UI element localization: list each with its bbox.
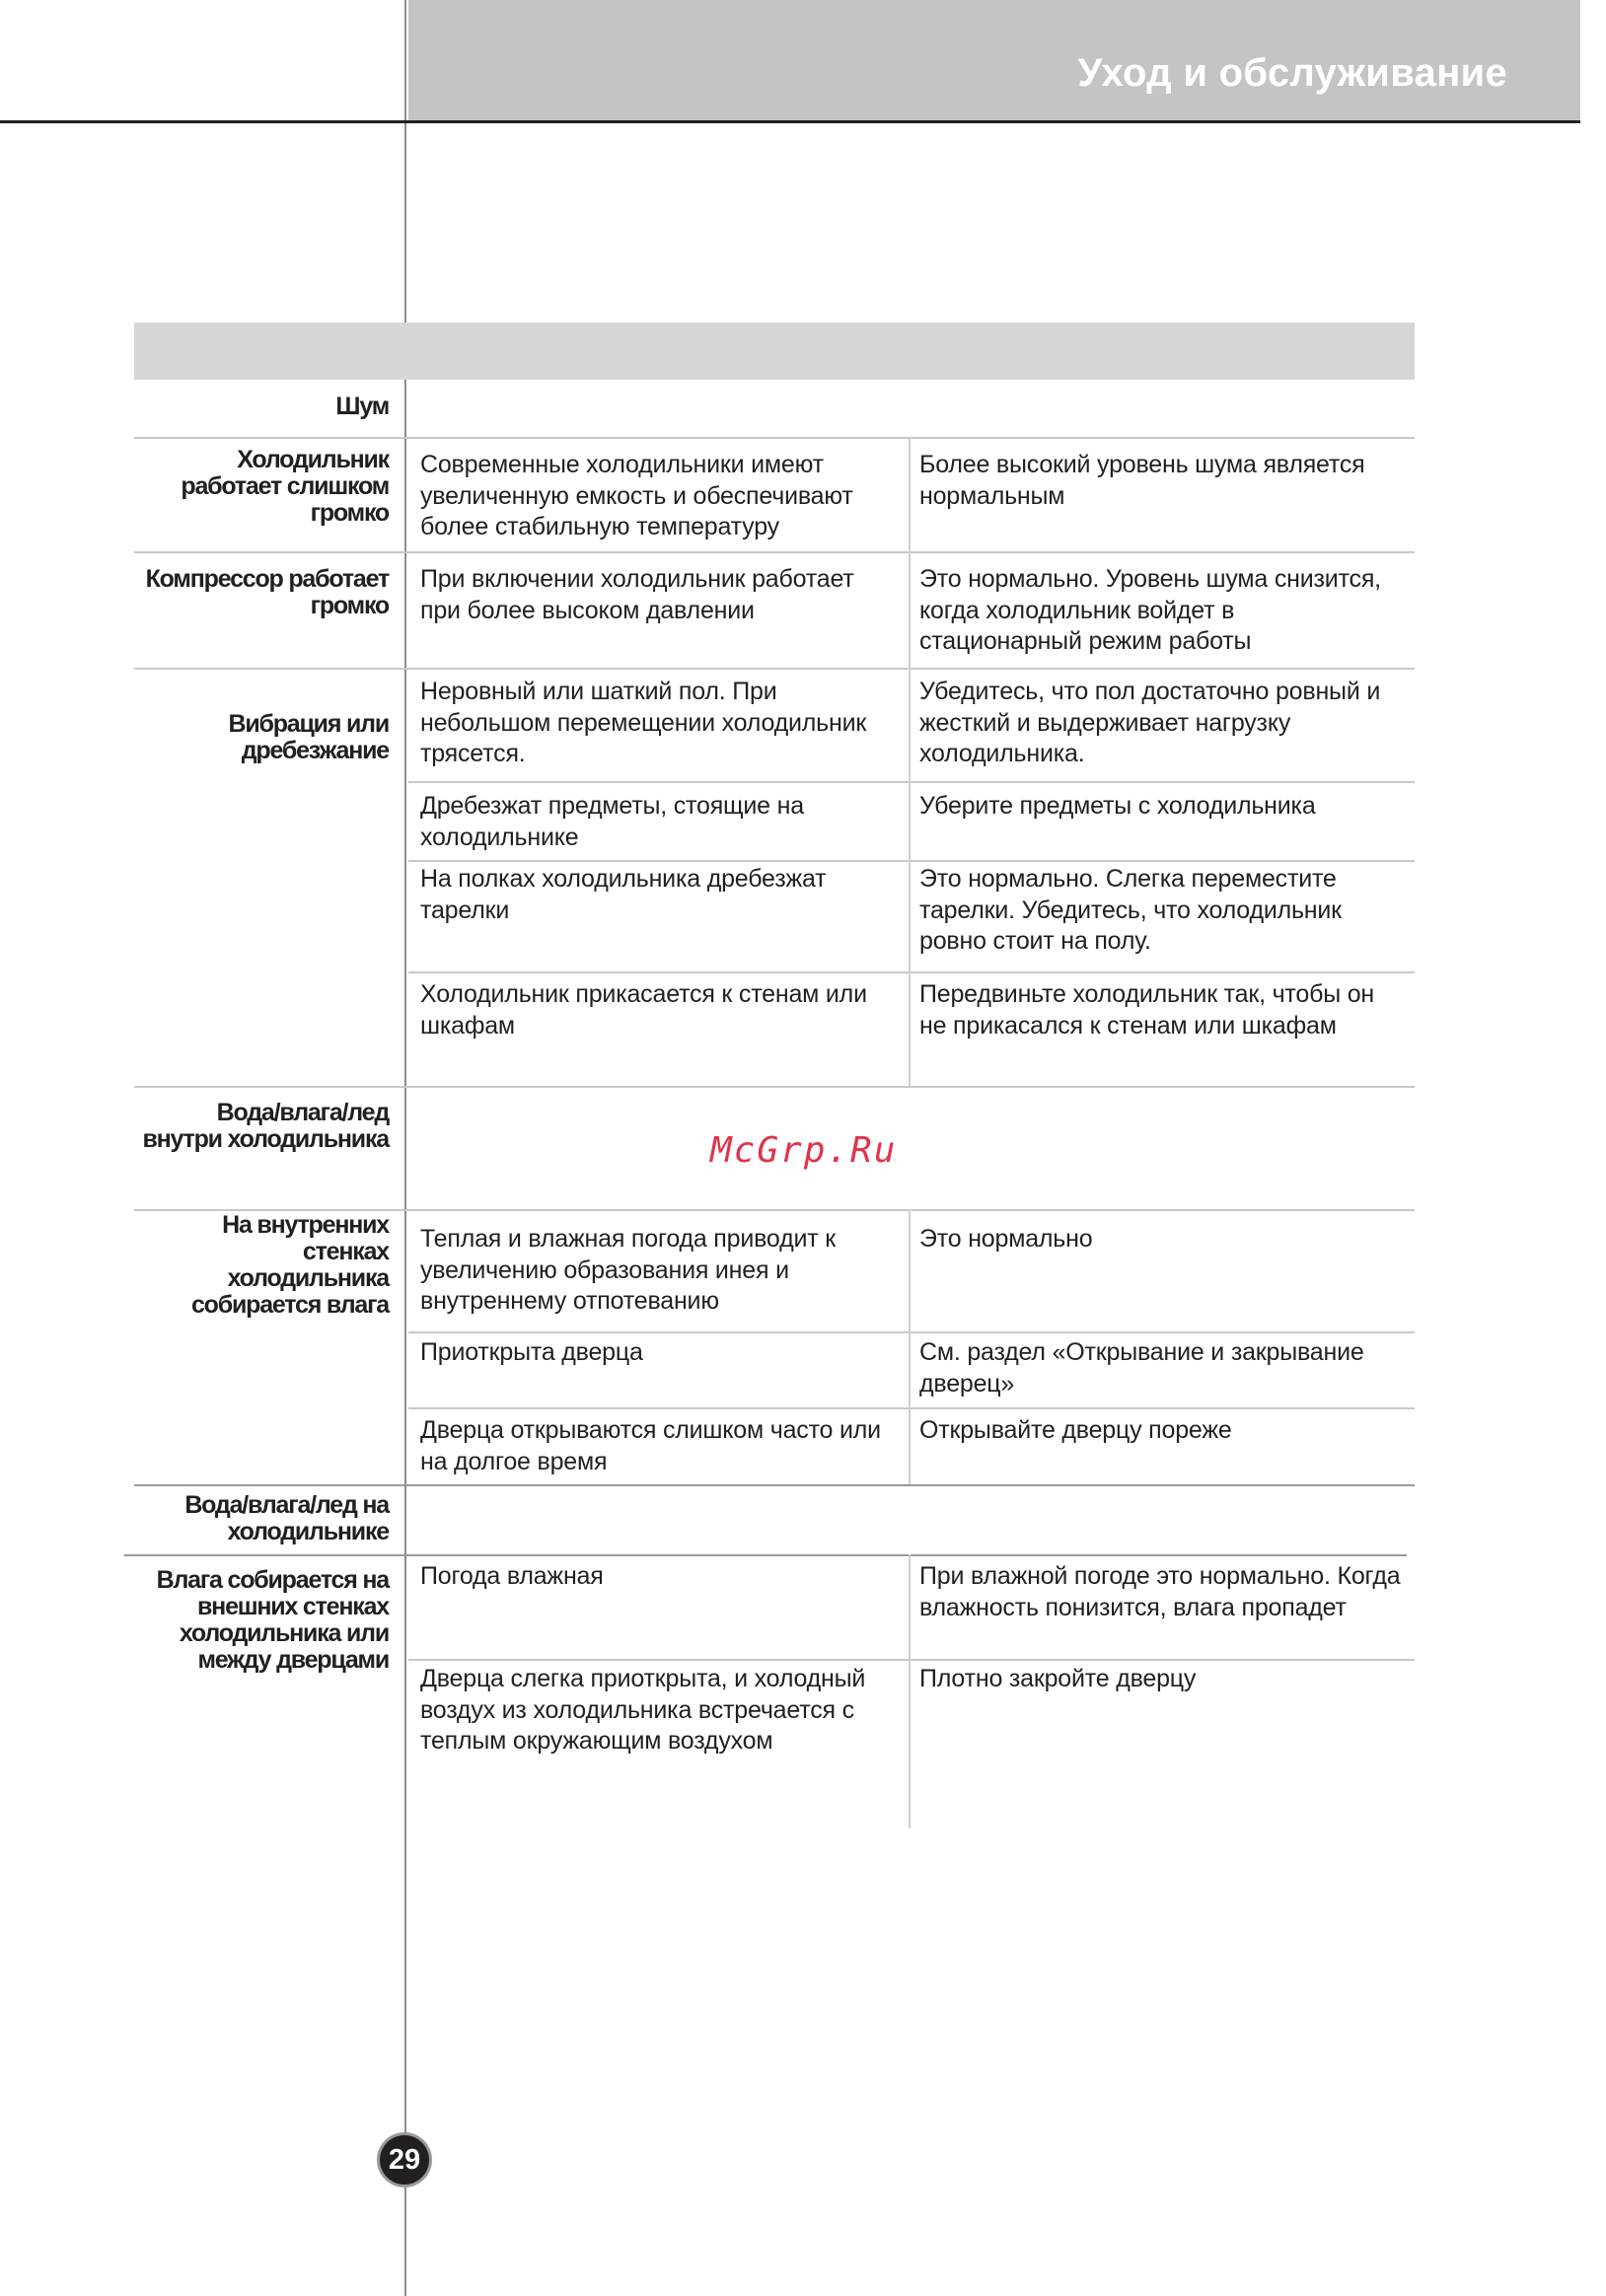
category-label: На внутренних стенках холодильника собирается влага [190, 1211, 389, 1319]
category-label: Компрессор работает громко [145, 565, 389, 619]
row-divider [134, 551, 1415, 553]
sub-row-divider [408, 1331, 1415, 1333]
sub-row-divider [408, 1659, 1415, 1661]
solution-cell: Более высокий уровень шума является нормальным [919, 451, 1365, 510]
column-divider [909, 1209, 911, 1484]
row-divider [124, 1554, 1407, 1556]
cause-cell: Погода влажная [420, 1562, 604, 1590]
solution-cell: Это нормально. Слегка переместите тарелки. Убедитесь, что холодильник ровно стоит на полу. [919, 865, 1342, 955]
sub-row-divider [408, 781, 1415, 783]
cause-cell: Дверца слегка приоткрыта, и холодный воздух из холодильника встречается с теплым окружающим воздухом [420, 1665, 866, 1755]
cause-cell: Холодильник прикасается к стенам или шкафам [420, 980, 867, 1040]
solution-cell: Убедитесь, что пол достаточно ровный и жесткий и выдерживает нагрузку холодильника. [919, 678, 1381, 767]
category-label: Вода/влага/лед внутри холодильника [142, 1099, 389, 1153]
category-label: Влага собирается на внешних стенках холодильника или между дверцами [156, 1566, 389, 1674]
category-label: Вода/влага/лед на холодильнике [184, 1491, 389, 1545]
category-label: Шум [335, 393, 389, 420]
row-divider [134, 437, 1415, 439]
cause-cell: При включении холодильник работает при более высоком давлении [420, 565, 854, 624]
solution-cell: Плотно закройте дверцу [919, 1665, 1197, 1692]
watermark: McGrp.Ru [710, 1130, 898, 1171]
table-header-band [134, 323, 1415, 380]
solution-cell: Уберите предметы с холодильника [919, 792, 1316, 820]
sub-row-divider [408, 1407, 1415, 1409]
header-band [408, 0, 1580, 120]
section-title: Уход и обслуживание [1077, 51, 1507, 95]
cause-cell: Дребезжат предметы, стоящие на холодильнике [420, 792, 804, 851]
column-divider [909, 437, 911, 1086]
solution-cell: При влажной погоде это нормально. Когда влажность понизится, влага пропадет [919, 1562, 1401, 1621]
sub-row-divider [408, 971, 1415, 973]
column-divider [909, 1554, 911, 1829]
category-label: Вибрация или дребезжание [228, 710, 389, 764]
solution-cell: Открывайте дверцу пореже [919, 1416, 1232, 1444]
sub-row-divider [408, 860, 1415, 862]
row-divider [134, 1086, 1415, 1088]
cause-cell: Теплая и влажная погода приводит к увеличению образования инея и внутреннему отпотеванию [420, 1225, 836, 1315]
page-number: 29 [380, 2135, 429, 2185]
cause-cell: Приоткрыта дверца [420, 1338, 643, 1366]
row-divider [134, 1484, 1415, 1486]
solution-cell: Это нормально. Уровень шума снизится, когда холодильник войдет в стационарный режим работы [919, 565, 1381, 655]
solution-cell: Это нормально [919, 1225, 1093, 1253]
row-divider [134, 668, 1415, 670]
cause-cell: На полках холодильника дребезжат тарелки [420, 865, 827, 924]
cause-cell: Современные холодильники имеют увеличенную емкость и обеспечивают более стабильную температуру [420, 451, 853, 540]
solution-cell: Передвиньте холодильник так, чтобы он не прикасался к стенам или шкафам [919, 980, 1375, 1040]
cause-cell: Дверца открываются слишком часто или на долгое время [420, 1416, 881, 1475]
category-label: Холодильник работает слишком громко [181, 446, 389, 527]
header-rule [0, 120, 1580, 123]
cause-cell: Неровный или шаткий пол. При небольшом перемещении холодильник трясется. [420, 678, 867, 767]
solution-cell: См. раздел «Открывание и закрывание дверец» [919, 1338, 1364, 1398]
